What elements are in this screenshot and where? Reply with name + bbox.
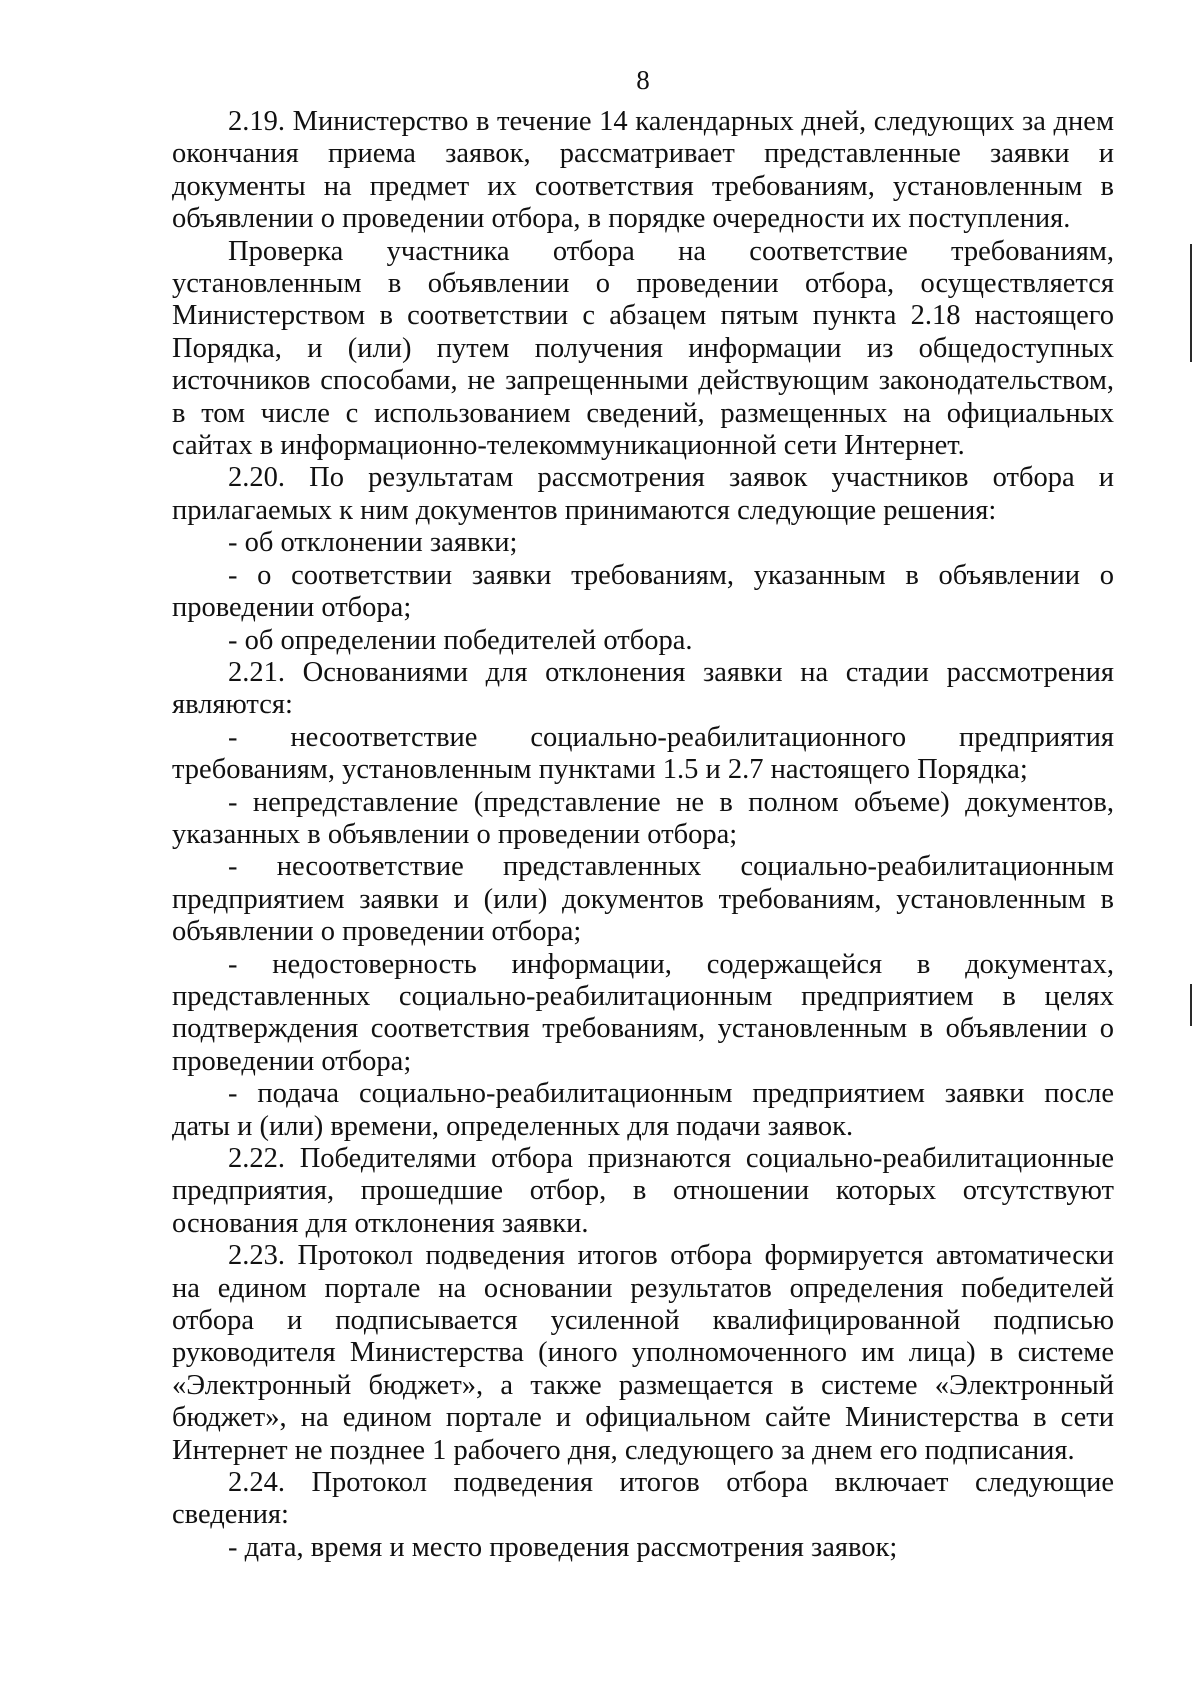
list-item-rejection: - об отклонении заявки; <box>228 527 518 559</box>
list-item-unreliable-info: - недостоверность информации, содержащейся в документах, представленных социально-реабилитационным предприятием в целях подтверждения соответствия требованиям, установленным в объявлении о проведении отбора; <box>172 948 1114 1077</box>
scan-artifact-top <box>1190 244 1192 362</box>
paragraph-participant-check: Проверка участника отбора на соответствие требованиям, установленным в объявлении о проведении отбора, осуществляется Министерством в соответствии с абзацем пятым пункта 2.18 настоящего Порядка, и (или) путем получения информации из общедоступных источников способами, не запрещенными действующим законодательством, в том числе с использованием сведений, размещенных на официальных сайтах в информационно-телекоммуникационной сети Интернет. <box>172 235 1114 462</box>
paragraph-2-19: 2.19. Министерство в течение 14 календарных дней, следующих за днем окончания приема заявок, рассматривает представленные заявки и документы на предмет их соответствия требованиям, установленным в объявлении о проведении отбора, в порядке очередности их поступления. <box>172 106 1114 235</box>
paragraph-2-24: 2.24. Протокол подведения итогов отбора включает следующие сведения: <box>172 1467 1114 1531</box>
scan-artifact-bottom <box>1190 984 1192 1026</box>
list-item-document-nonconformity: - несоответствие представленных социально-реабилитационным предприятием заявки и (или) документов требованиям, установленным в объявлении о проведении отбора; <box>172 851 1114 948</box>
list-item-nonconformity: - несоответствие социально-реабилитационного предприятия требованиям, установленным пунктами 1.5 и 2.7 настоящего Порядка; <box>172 721 1114 786</box>
list-item-winners: - об определении победителей отбора. <box>228 624 693 656</box>
document-body <box>172 106 1114 1564</box>
paragraph-2-23: 2.23. Протокол подведения итогов отбора формируется автоматически на едином портале на основании результатов определения победителей отбора и подписывается усиленной квалифицированной подписью руководителя Министерства (иного уполномоченного им лица) в системе «Электронный бюджет», а также размещается в системе «Электронный бюджет», на едином портале и официальном сайте Министерства в сети Интернет не позднее 1 рабочего дня, следующего за днем его подписания. <box>172 1240 1114 1466</box>
list-item-late-submission: - подача социально-реабилитационным предприятием заявки после даты и (или) времени, определенных для подачи заявок. <box>172 1078 1114 1142</box>
list-item-compliance: - о соответствии заявки требованиям, указанным в объявлении о проведении отбора; <box>172 559 1114 624</box>
paragraph-2-21: 2.21. Основаниями для отклонения заявки на стадии рассмотрения являются: <box>172 656 1114 721</box>
list-item-missing-documents: - непредставление (представление не в полном объеме) документов, указанных в объявлении о проведении отбора; <box>172 786 1114 850</box>
paragraph-2-20: 2.20. По результатам рассмотрения заявок участников отбора и прилагаемых к ним документов принимаются следующие решения: <box>172 462 1114 526</box>
page-number: 8 <box>636 65 650 95</box>
list-item-review-date: - дата, время и место проведения рассмотрения заявок; <box>228 1531 898 1563</box>
paragraph-2-22: 2.22. Победителями отбора признаются социально-реабилитационные предприятия, прошедшие отбор, в отношении которых отсутствуют основания для отклонения заявки. <box>172 1143 1114 1239</box>
